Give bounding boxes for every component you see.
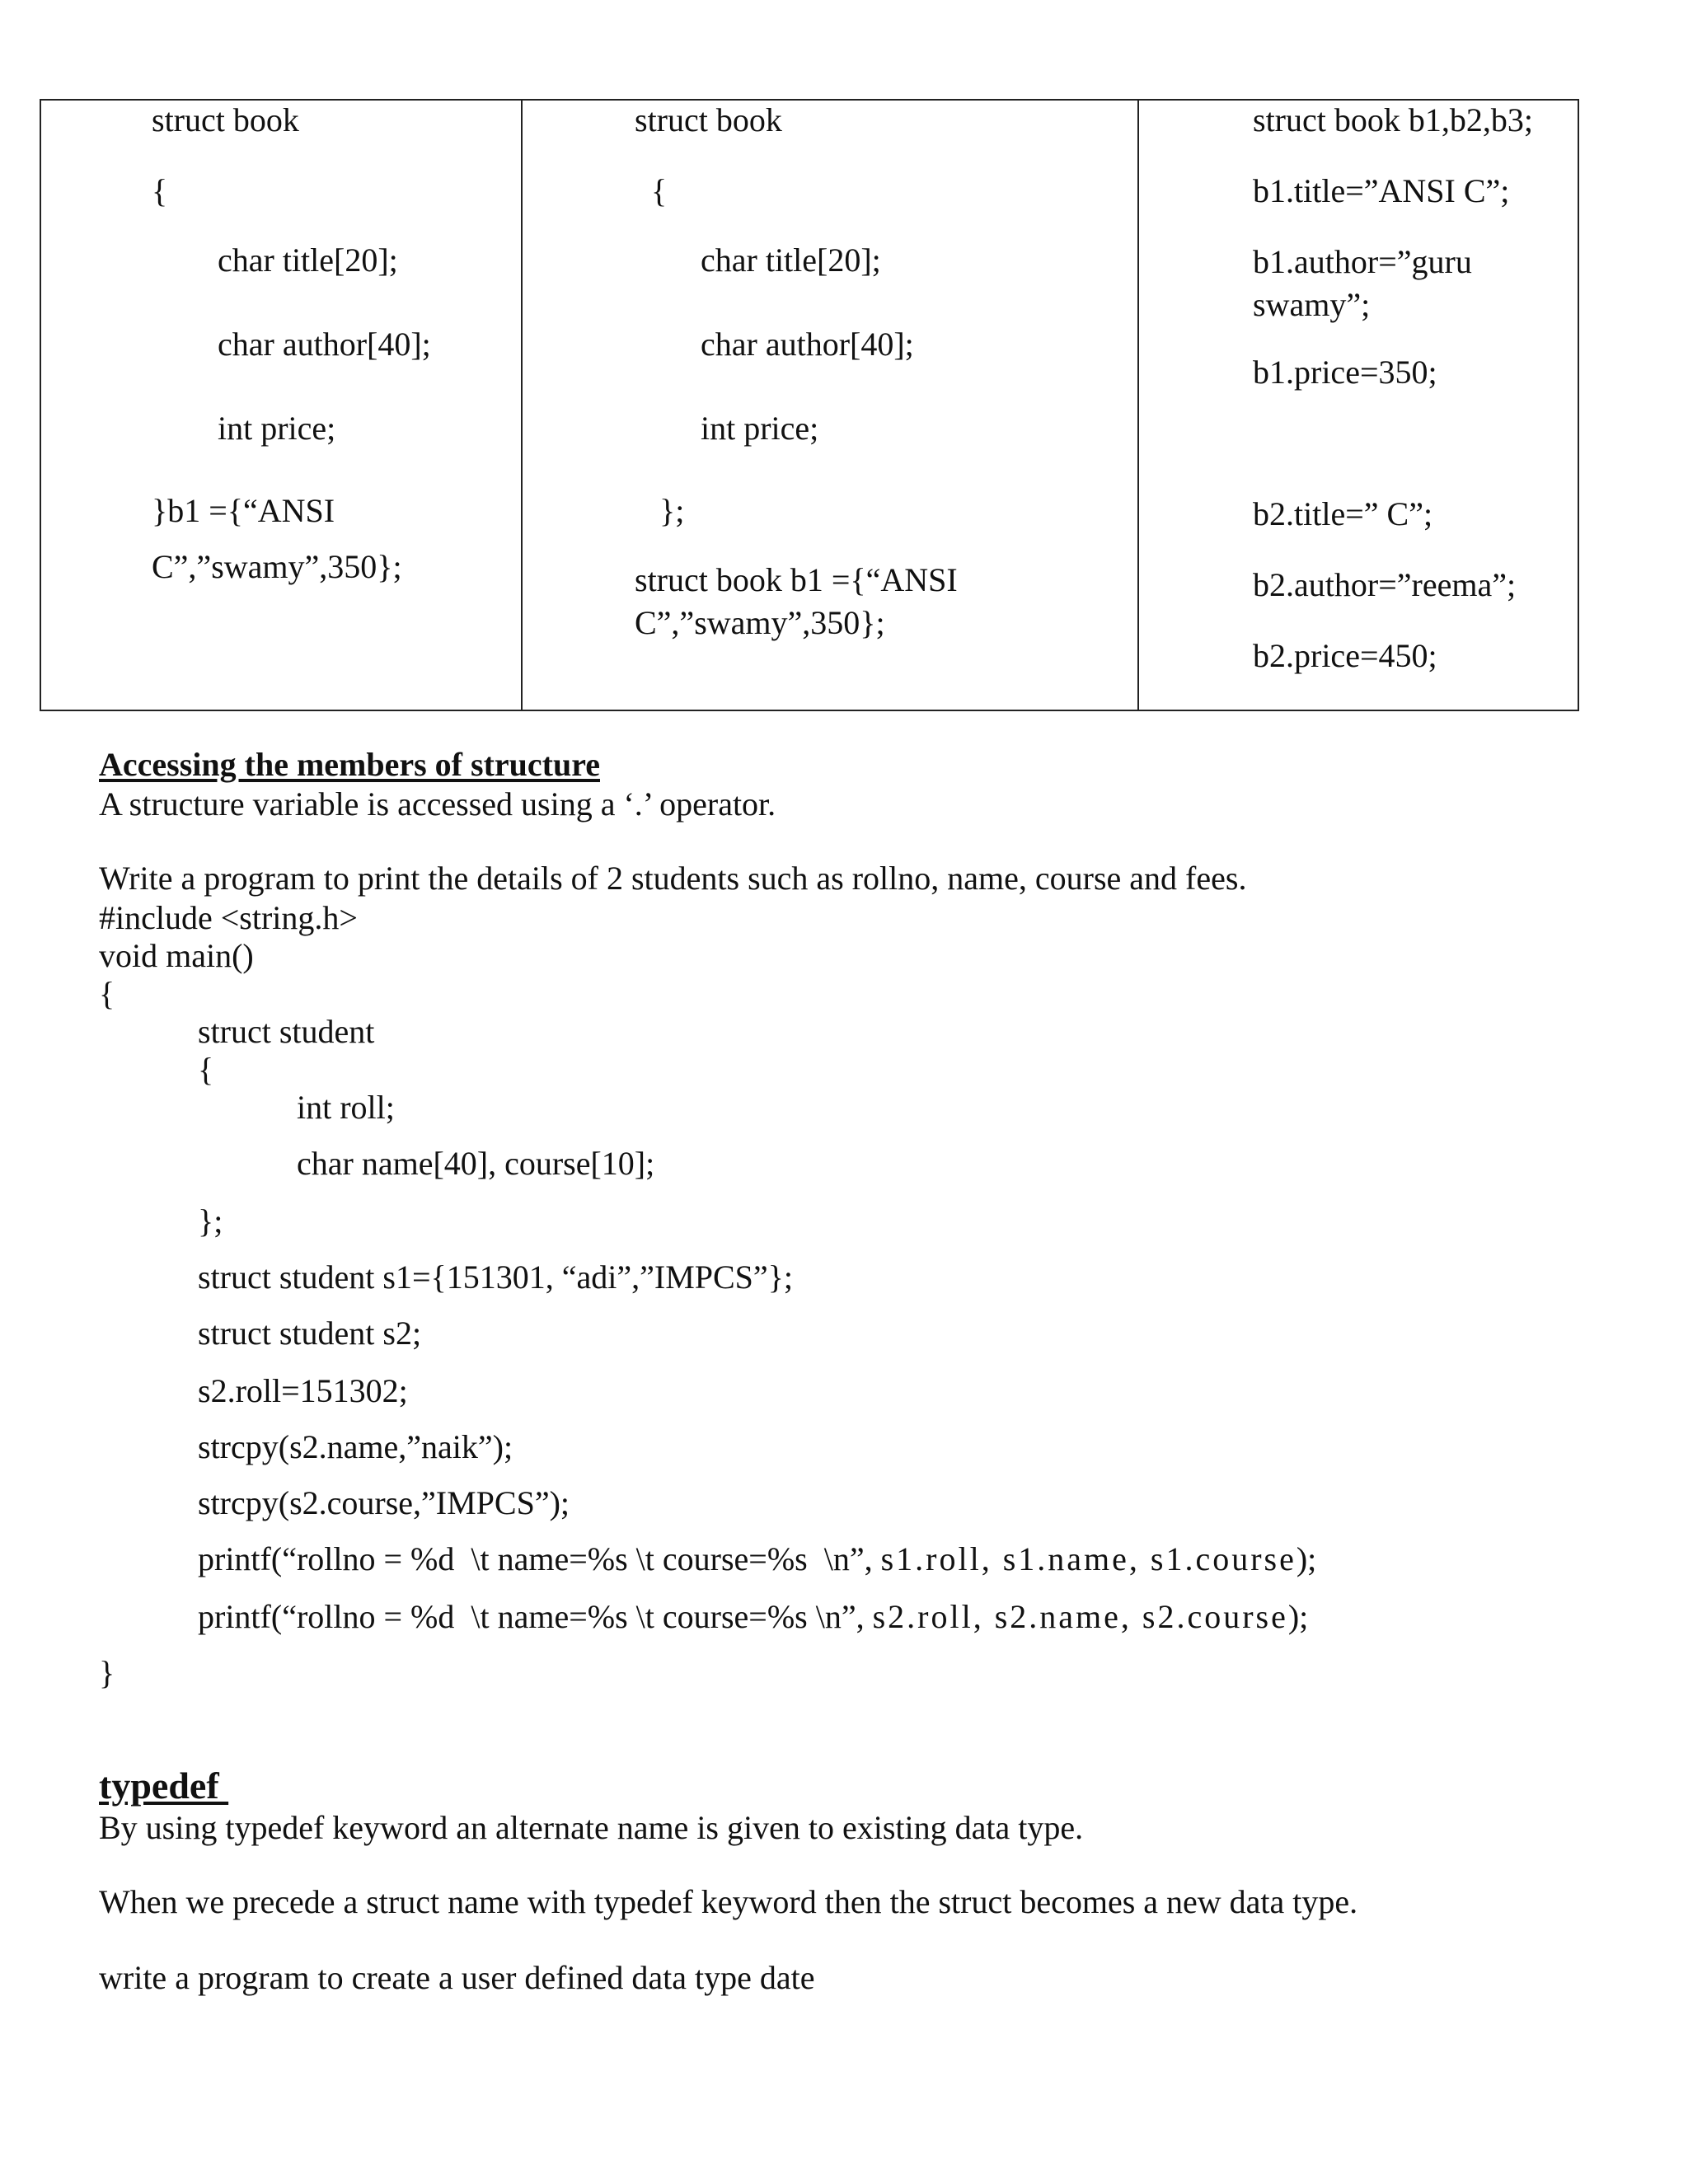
code-fragment: s2.roll, s2.name, s2.course (872, 1598, 1288, 1635)
code-line: void main() (99, 937, 254, 974)
col3-line: b1.author=”guru (1253, 243, 1472, 280)
code-fragment: printf(“rollno = %d \t name=%s \t course=%s \n”, (198, 1598, 873, 1635)
col2-line: { (651, 172, 668, 209)
col1-line: }b1 ={“ANSI (152, 492, 335, 529)
table-column-divider-2 (1137, 101, 1139, 710)
code-fragment: printf(“rollno = %d \t name=%s \t course=%s \n”, (198, 1540, 881, 1577)
col2-line: int price; (701, 410, 819, 447)
code-line: strcpy(s2.name,”naik”); (198, 1428, 513, 1465)
col3-line: swamy”; (1253, 286, 1371, 323)
code-line: #include <string.h> (99, 899, 358, 936)
code-line: { (99, 975, 115, 1012)
col1-line: C”,”swamy”,350}; (152, 548, 402, 585)
typedef-paragraph: write a program to create a user defined data type date (99, 1959, 815, 1996)
struct-declaration-table (40, 99, 1579, 711)
col1-line: struct book (152, 101, 299, 138)
section-heading-accessing-members: Accessing the members of structure (99, 746, 600, 783)
typedef-paragraph: When we precede a struct name with typedef keyword then the struct becomes a new data type. (99, 1883, 1358, 1920)
program-task: Write a program to print the details of 2 students such as rollno, name, course and fees. (99, 860, 1247, 897)
col1-line: char title[20]; (218, 241, 398, 279)
table-column-divider-1 (521, 101, 523, 710)
col3-line: b2.author=”reema”; (1253, 566, 1517, 603)
col2-line: }; (659, 492, 685, 529)
code-line: strcpy(s2.course,”IMPCS”); (198, 1484, 570, 1521)
code-line: struct student s1={151301, “adi”,”IMPCS”}; (198, 1258, 793, 1296)
code-line: { (198, 1051, 214, 1088)
col2-line: char author[40]; (701, 326, 914, 363)
col3-line: b1.title=”ANSI C”; (1253, 172, 1510, 209)
code-fragment: ); (1296, 1540, 1317, 1577)
col3-line: b2.price=450; (1253, 637, 1437, 674)
code-line (198, 1597, 1308, 1637)
code-fragment: ); (1287, 1598, 1309, 1635)
code-fragment: s1.roll, s1.name, s1.course (880, 1540, 1296, 1577)
col2-line: struct book b1 ={“ANSI (635, 561, 958, 598)
col3-line: b1.price=350; (1253, 354, 1437, 391)
section-description: A structure variable is accessed using a ‘.’ operator. (99, 785, 776, 823)
code-line: struct student (198, 1013, 375, 1050)
col3-line: b2.title=” C”; (1253, 495, 1433, 532)
col2-line: C”,”swamy”,350}; (635, 604, 885, 641)
col1-line: char author[40]; (218, 326, 431, 363)
code-line: int roll; (297, 1089, 395, 1126)
code-line: s2.roll=151302; (198, 1372, 408, 1409)
col2-line: struct book (635, 101, 782, 138)
code-line (198, 1540, 1316, 1579)
section-heading-typedef: typedef (99, 1765, 229, 1807)
col1-line: { (152, 172, 168, 209)
col3-line: struct book b1,b2,b3; (1253, 101, 1533, 138)
code-line: } (99, 1654, 115, 1691)
col1-line: int price; (218, 410, 336, 447)
typedef-paragraph: By using typedef keyword an alternate name is given to existing data type. (99, 1809, 1084, 1846)
code-line: char name[40], course[10]; (297, 1145, 655, 1182)
code-line: struct student s2; (198, 1315, 422, 1352)
col2-line: char title[20]; (701, 241, 881, 279)
code-line: }; (198, 1202, 223, 1240)
